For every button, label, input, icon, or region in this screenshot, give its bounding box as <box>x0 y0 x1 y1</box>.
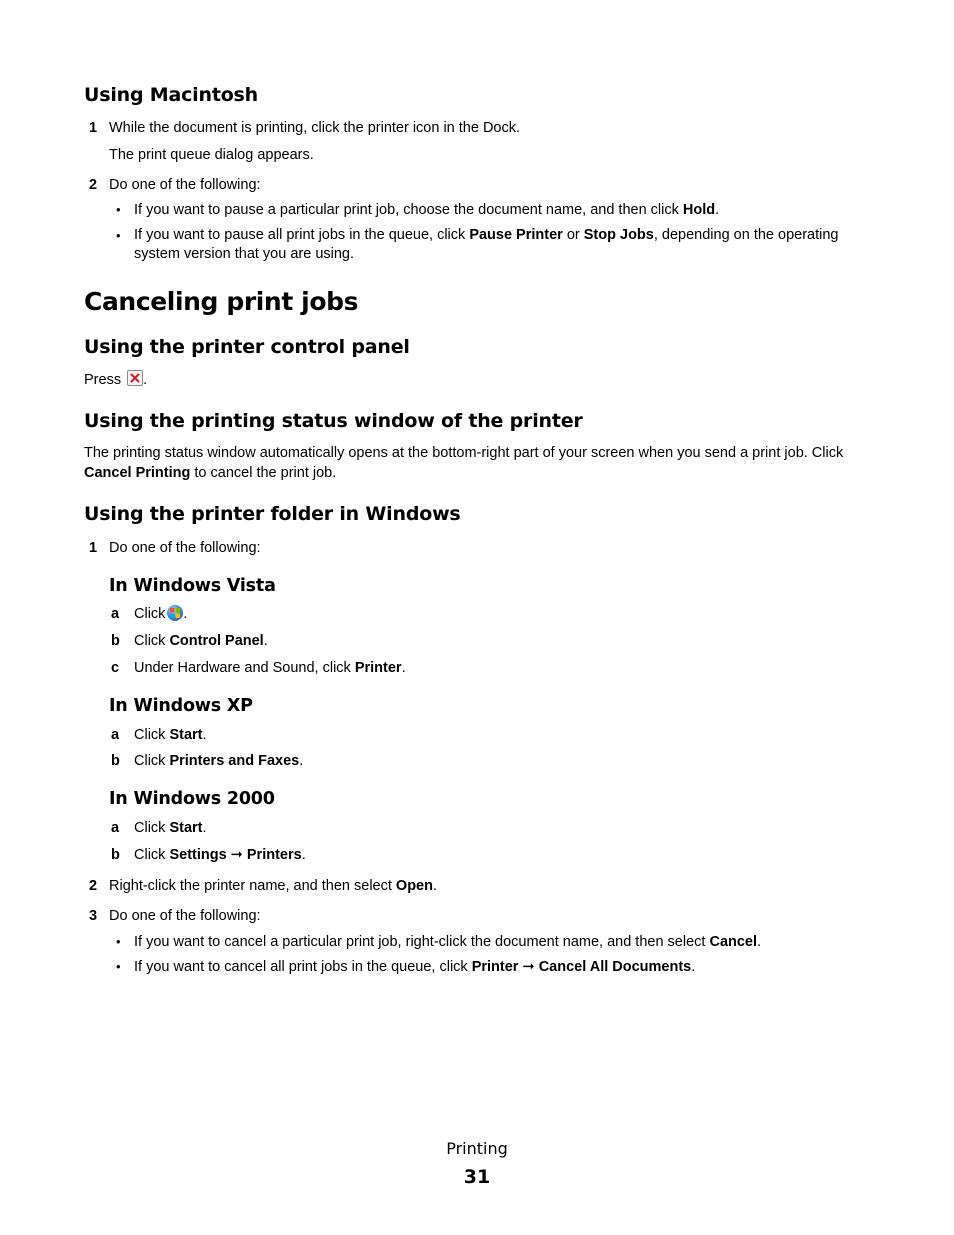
sub-step-letter: a <box>111 727 120 743</box>
sub-step-text <box>134 818 207 838</box>
sub-step-text <box>134 604 187 624</box>
text-run: . <box>263 633 268 649</box>
ui-term-printer: Printer <box>354 660 402 676</box>
text-run: Click <box>134 727 170 743</box>
step-number: 2 <box>89 177 98 193</box>
text-run: to cancel the print job. <box>190 465 337 481</box>
status-window-text <box>84 443 884 483</box>
cancel-x-icon <box>127 370 143 386</box>
bullet-text <box>134 932 761 952</box>
w2000-heading: In Windows 2000 <box>109 789 275 809</box>
ui-term-open: Open <box>395 878 433 894</box>
sub-step-letter: c <box>111 660 120 676</box>
text-run: . <box>183 606 188 622</box>
bullet: • <box>116 959 121 974</box>
text-run: . <box>299 753 304 769</box>
text-run: Press <box>84 372 122 388</box>
bullet: • <box>116 202 121 217</box>
arrow-icon: ➞ <box>226 847 247 863</box>
text-run: . <box>202 727 207 743</box>
text-run: . <box>202 820 207 836</box>
step-number: 1 <box>89 120 98 136</box>
ui-term-cancel: Cancel <box>709 934 758 950</box>
sub-step-letter: a <box>111 606 120 622</box>
xp-heading: In Windows XP <box>109 696 253 716</box>
sub-step-text <box>134 751 303 771</box>
sub-step-letter: a <box>111 820 120 836</box>
text-run: , depending on the operating system version that you are using. <box>134 227 839 262</box>
text-run: Click <box>134 633 170 649</box>
step-number: 1 <box>89 540 98 556</box>
sub-step-text <box>134 845 306 865</box>
ui-term-cancel-printing: Cancel Printing <box>84 465 191 481</box>
step-text: Do one of the following: <box>109 540 261 556</box>
text-run: Click <box>134 847 170 863</box>
ui-term-printers: Printers <box>246 847 302 863</box>
bullet-text <box>134 226 874 264</box>
footer-section-label: Printing <box>446 1139 508 1158</box>
windows-start-orb-icon <box>167 605 183 621</box>
page-number: 31 <box>463 1166 491 1188</box>
text-run: The printing status window automatically opens at the bottom-right part of your screen when you send a print job. Click <box>84 445 844 461</box>
bullet-text <box>134 200 719 220</box>
step-text <box>109 876 437 896</box>
step-number: 3 <box>89 908 98 924</box>
text-run: . <box>432 878 438 894</box>
control-panel-heading: Using the printer control panel <box>84 336 410 358</box>
text-run: If you want to pause a particular print job, choose the document name, and then click <box>134 202 683 218</box>
text-run: . <box>401 660 406 676</box>
step-text: Do one of the following: <box>109 908 261 924</box>
text-run: . <box>301 847 306 863</box>
sub-step-letter: b <box>111 847 120 863</box>
text-run: Click <box>134 820 170 836</box>
vista-heading: In Windows Vista <box>109 576 276 596</box>
text-run: If you want to cancel a particular print job, right-click the document name, and then select <box>134 934 710 950</box>
ui-term-start: Start <box>169 727 203 743</box>
press-instruction <box>84 370 147 390</box>
sub-step-text <box>134 658 406 678</box>
step-text: Do one of the following: <box>109 177 261 193</box>
ui-term-cancel-all-documents: Cancel All Documents <box>538 959 692 975</box>
sub-step-text <box>134 725 207 745</box>
text-run: If you want to pause all print jobs in the queue, click <box>134 227 470 243</box>
section-title: Canceling print jobs <box>84 287 359 316</box>
text-run: . <box>757 934 762 950</box>
text-run: . <box>691 959 696 975</box>
text-run: If you want to cancel all print jobs in the queue, click <box>134 959 472 975</box>
text-run: . <box>715 202 720 218</box>
ui-term-control-panel: Control Panel <box>169 633 264 649</box>
ui-term-pause-printer: Pause Printer <box>469 227 563 243</box>
arrow-icon: ➞ <box>518 959 539 975</box>
step-text: While the document is printing, click the printer icon in the Dock. <box>109 120 521 136</box>
ui-term-printer: Printer <box>471 959 519 975</box>
ui-term-printers-and-faxes: Printers and Faxes <box>169 753 300 769</box>
step-number: 2 <box>89 878 98 894</box>
text-run: . <box>143 372 148 388</box>
text-run: Click <box>134 753 170 769</box>
text-run: Click <box>134 606 166 622</box>
bullet: • <box>116 934 121 949</box>
sub-step-text <box>134 631 268 651</box>
text-run: Right-click the printer name, and then select <box>109 878 396 894</box>
sub-step-letter: b <box>111 753 120 769</box>
ui-term-stop-jobs: Stop Jobs <box>583 227 654 243</box>
ui-term-hold: Hold <box>682 202 716 218</box>
ui-term-settings: Settings <box>169 847 227 863</box>
ui-term-start: Start <box>169 820 203 836</box>
text-run: or <box>562 227 584 243</box>
sub-step-letter: b <box>111 633 120 649</box>
bullet: • <box>116 228 121 243</box>
macintosh-heading: Using Macintosh <box>84 84 258 106</box>
step-note: The print queue dialog appears. <box>109 147 314 163</box>
text-run: Under Hardware and Sound, click <box>134 660 355 676</box>
status-window-heading: Using the printing status window of the printer <box>84 410 583 432</box>
printer-folder-heading: Using the printer folder in Windows <box>84 503 461 525</box>
bullet-text <box>134 957 695 977</box>
